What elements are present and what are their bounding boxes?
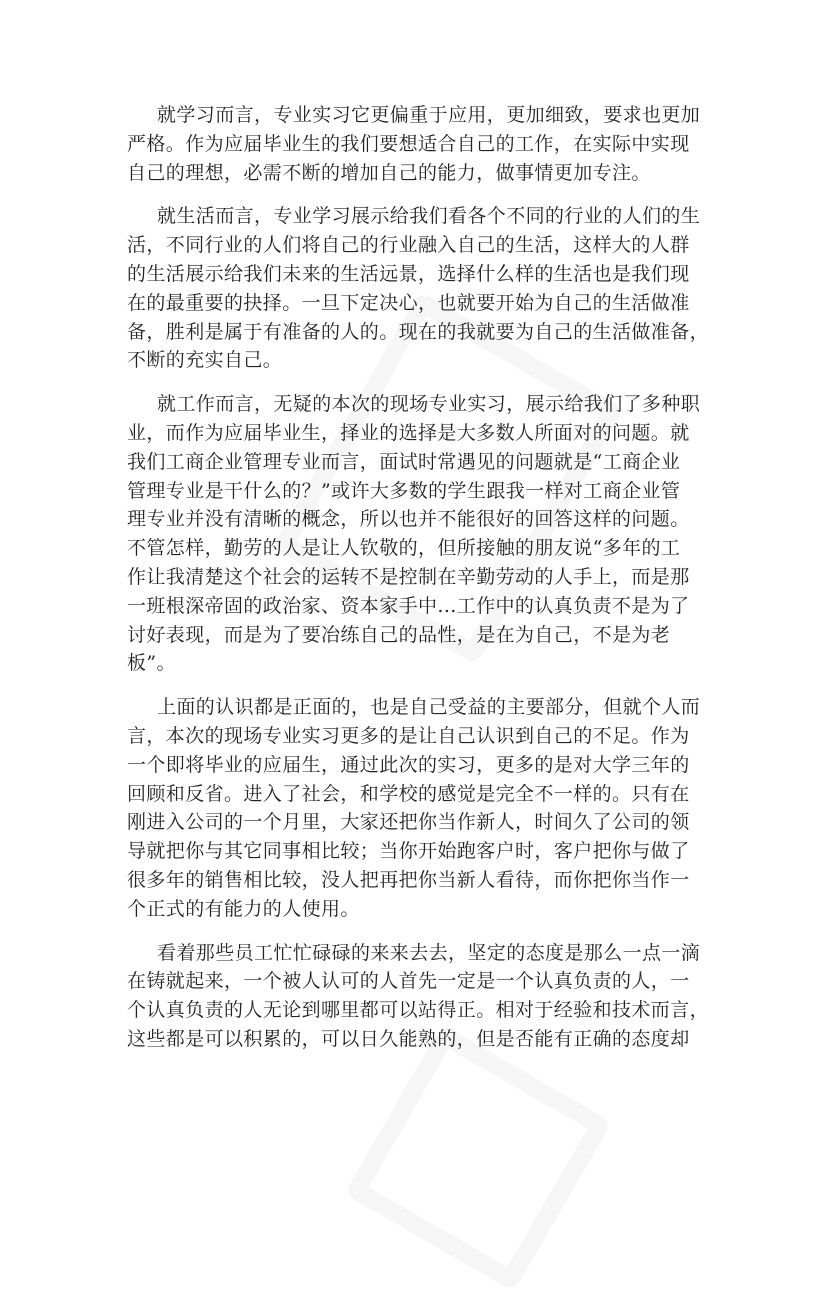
text-line: 业，而作为应届毕业生，择业的选择是大多数人所面对的问题。就	[127, 421, 690, 444]
text-line: 这些都是可以积累的，可以日久能熟的，但是否能有正确的态度却	[127, 1027, 690, 1050]
text-line: 就生活而言，专业学习展示给我们看各个不同的行业的人们的生	[157, 205, 701, 228]
text-line: 在的最重要的抉择。一旦下定决心，也就要开始为自己的生活做准	[127, 291, 690, 314]
text-line: 备，胜利是属于有准备的人的。现在的我就要为自己的生活做准备，	[127, 320, 710, 343]
text-line: 不断的充实自己。	[127, 349, 283, 372]
text-line: 作让我清楚这个社会的运转不是控制在辛勤劳动的人手上，而是那	[127, 565, 690, 588]
text-line: 很多年的销售相比较，没人把再把你当新人看待，而你把你当作一	[127, 868, 690, 891]
document-body	[127, 101, 727, 1069]
text-line: 在铸就起来，一个被人认可的人首先一定是一个认真负责的人，一	[127, 970, 690, 993]
paragraph	[127, 693, 727, 923]
text-line: 就工作而言，无疑的本次的现场专业实习，展示给我们了多种职	[157, 393, 701, 416]
text-line: 理专业并没有清晰的概念，所以也并不能很好的回答这样的问题。	[127, 508, 690, 531]
text-line: 言，本次的现场专业实习更多的是让自己认识到自己的不足。作为	[127, 724, 690, 747]
text-line: 个认真负责的人无论到哪里都可以站得正。相对于经验和技术而言，	[127, 999, 710, 1022]
text-line: 回顾和反省。进入了社会，和学校的感觉是完全不一样的。只有在	[127, 782, 690, 805]
text-line: 看着那些员工忙忙碌碌的来来去去，坚定的态度是那么一点一滴	[157, 941, 701, 964]
text-line: 板”。	[127, 652, 176, 675]
text-line: 我们工商企业管理专业而言，面试时常遇见的问题就是“工商企业	[127, 450, 681, 473]
text-line: 讨好表现，而是为了要冶练自己的品性，是在为自己，不是为老	[127, 623, 671, 646]
text-line: 活，不同行业的人们将自己的行业融入自己的生活，这样大的人群	[127, 234, 690, 257]
text-line: 一班根深帝固的政治家、资本家手中...工作中的认真负责不是为了	[127, 594, 690, 617]
text-line: 不管怎样，勤劳的人是让人钦敬的，但所接触的朋友说“多年的工	[127, 537, 681, 560]
paragraph	[127, 390, 727, 678]
paragraph	[127, 202, 727, 375]
text-line: 严格。作为应届毕业生的我们要想适合自己的工作，在实际中实现	[127, 132, 690, 155]
text-line: 导就把你与其它同事相比较；当你开始跑客户时，客户把你与做了	[127, 840, 690, 863]
paragraph	[127, 939, 727, 1054]
paragraph	[127, 101, 727, 187]
text-line: 个正式的有能力的人使用。	[127, 897, 360, 920]
text-line: 就学习而言，专业实习它更偏重于应用，更加细致，要求也更加	[157, 104, 701, 126]
text-line: 管理专业是干什么的？”或许大多数的学生跟我一样对工商企业管	[127, 479, 681, 502]
text-line: 上面的认识都是正面的，也是自己受益的主要部分，但就个人而	[157, 696, 701, 719]
text-line: 自己的理想，必需不断的增加自己的能力，做事情更加专注。	[127, 161, 651, 184]
text-line: 的生活展示给我们未来的生活远景，选择什么样的生活也是我们现	[127, 262, 690, 285]
text-line: 刚进入公司的一个月里，大家还把你当作新人，时间久了公司的领	[127, 811, 690, 834]
text-line: 一个即将毕业的应届生，通过此次的实习，更多的是对大学三年的	[127, 753, 690, 776]
